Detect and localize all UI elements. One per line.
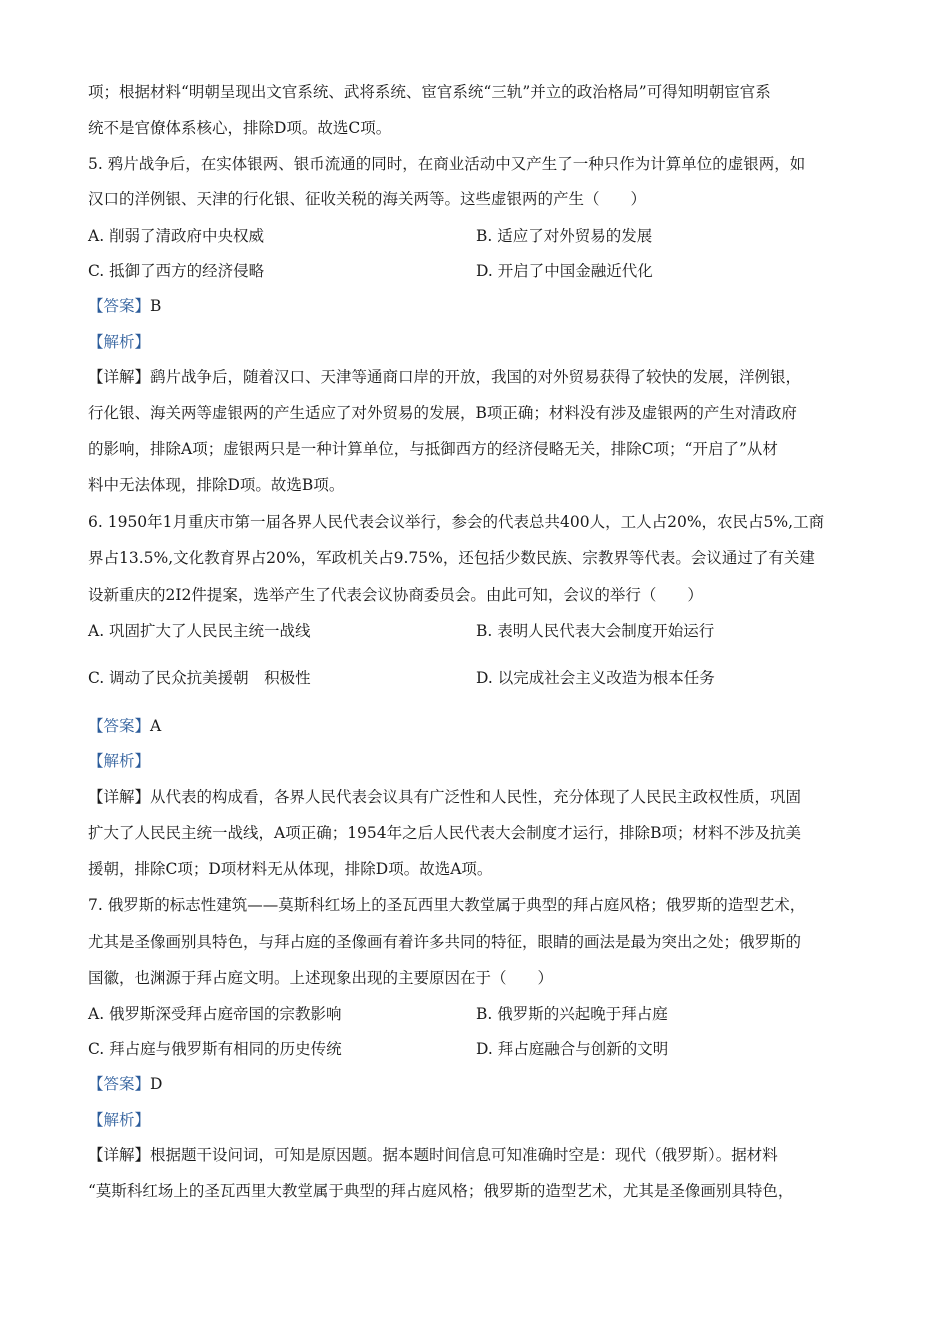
question-7-stem: 国徽，也渊源于拜占庭文明。上述现象出现的主要原因在于（ ） (88, 969, 554, 987)
text-line: 项；根据材料“明朝呈现出文官系统、武将系统、宦官系统“三轨”并立的政治格局”可得知明朝宦官系 (88, 83, 771, 101)
question-7-answer (88, 1074, 868, 1094)
question-5-option-d: D. 开启了中国金融近代化 (476, 262, 653, 280)
answer-tag: 【答案】 (88, 717, 151, 735)
detail-tag: 【详解】 (88, 368, 151, 386)
question-7-option-c: C. 拜占庭与俄罗斯有相同的历史传统 (88, 1040, 342, 1058)
question-6-analysis (88, 751, 868, 771)
question-5-detail: 的影响，排除A项；虚银两只是一种计算单位，与抵御西方的经济侵略无关，排除C项；“开启了”从材 (88, 440, 778, 458)
answer-value: A (150, 717, 162, 735)
text-line: 统不是官僚体系核心，排除D项。故选C项。 (88, 119, 392, 137)
answer-tag: 【答案】 (88, 1075, 151, 1093)
question-5-answer (88, 296, 868, 316)
question-7-option-a: A. 俄罗斯深受拜占庭帝国的宗教影响 (88, 1005, 342, 1023)
question-6-option-d: D. 以完成社会主义改造为根本任务 (476, 669, 715, 687)
answer-value: D (150, 1075, 163, 1093)
detail-text: 从代表的构成看，各界人民代表会议具有广泛性和人民性，充分体现了人民民主政权性质，巩固 (150, 788, 802, 806)
question-7-analysis (88, 1110, 868, 1130)
question-6-detail (88, 787, 868, 807)
analysis-tag: 【解析】 (88, 1111, 151, 1129)
detail-tag: 【详解】 (88, 1146, 151, 1164)
question-5-detail (88, 367, 868, 387)
detail-text: 根据题干设问词，可知是原因题。据本题时间信息可知准确时空是：现代（俄罗斯）。据材料 (150, 1146, 778, 1164)
question-5-stem: 汉口的洋例银、天津的行化银、征收关税的海关两等。这些虚银两的产生（ ） (88, 190, 647, 208)
question-6-stem: 设新重庆的2I2件提案，选举产生了代表会议协商委员会。由此可知，会议的举行（ ） (88, 586, 703, 604)
question-6-detail: 援朝，排除C项；D项材料无从体现，排除D项。故选A项。 (88, 860, 493, 878)
question-7-stem: 尤其是圣像画别具特色，与拜占庭的圣像画有着许多共同的特征，眼睛的画法是最为突出之处；俄罗斯的 (88, 933, 802, 951)
detail-tag: 【详解】 (88, 788, 151, 806)
question-6-answer (88, 716, 868, 736)
question-6-option-a: A. 巩固扩大了人民民主统一战线 (88, 622, 311, 640)
analysis-tag: 【解析】 (88, 333, 151, 351)
question-5-option-a: A. 削弱了清政府中央权威 (88, 227, 265, 245)
question-6-stem: 6. 1950年1月重庆市第一届各界人民代表会议举行，参会的代表总共400人，工人占20%，农民占5%,工商 (88, 513, 825, 531)
question-6-detail: 扩大了人民民主统一战线，A项正确；1954年之后人民代表大会制度才运行，排除B项；材料不涉及抗美 (88, 824, 802, 842)
question-5-option-b: B. 适应了对外贸易的发展 (476, 227, 653, 245)
question-6-option-b: B. 表明人民代表大会制度开始运行 (476, 622, 715, 640)
question-7-option-b: B. 俄罗斯的兴起晚于拜占庭 (476, 1005, 668, 1023)
question-5-detail: 料中无法体现，排除D项。故选B项。 (88, 476, 345, 494)
detail-text: 鹞片战争后，随着汉口、天津等通商口岸的开放，我国的对外贸易获得了较快的发展，洋例银， (150, 368, 802, 386)
answer-tag: 【答案】 (88, 297, 151, 315)
question-5-detail: 行化银、海关两等虚银两的产生适应了对外贸易的发展，B项正确；材料没有涉及虚银两的产生对清政府 (88, 404, 797, 422)
question-5-stem: 5. 鸦片战争后，在实体银两、银币流通的同时，在商业活动中又产生了一种只作为计算单位的虚银两，如 (88, 155, 806, 173)
question-5-option-c: C. 抵御了西方的经济侵略 (88, 262, 265, 280)
question-7-detail (88, 1145, 868, 1165)
question-6-stem: 界占13.5%,文化教育界占20%，军政机关占9.75%，还包括少数民族、宗教界等代表。会议通过了有关建 (88, 549, 815, 567)
analysis-tag: 【解析】 (88, 752, 151, 770)
question-7-stem: 7. 俄罗斯的标志性建筑——莫斯科红场上的圣瓦西里大教堂属于典型的拜占庭风格；俄罗斯的造型艺术， (88, 896, 806, 914)
question-6-option-c: C. 调动了民众抗美援朝 积极性 (88, 669, 311, 687)
answer-value: B (150, 297, 162, 315)
question-7-option-d: D. 拜占庭融合与创新的文明 (476, 1040, 669, 1058)
question-5-analysis (88, 332, 868, 352)
question-7-detail: “莫斯科红场上的圣瓦西里大教堂属于典型的拜占庭风格；俄罗斯的造型艺术，尤其是圣像画别具特色， (88, 1182, 794, 1200)
